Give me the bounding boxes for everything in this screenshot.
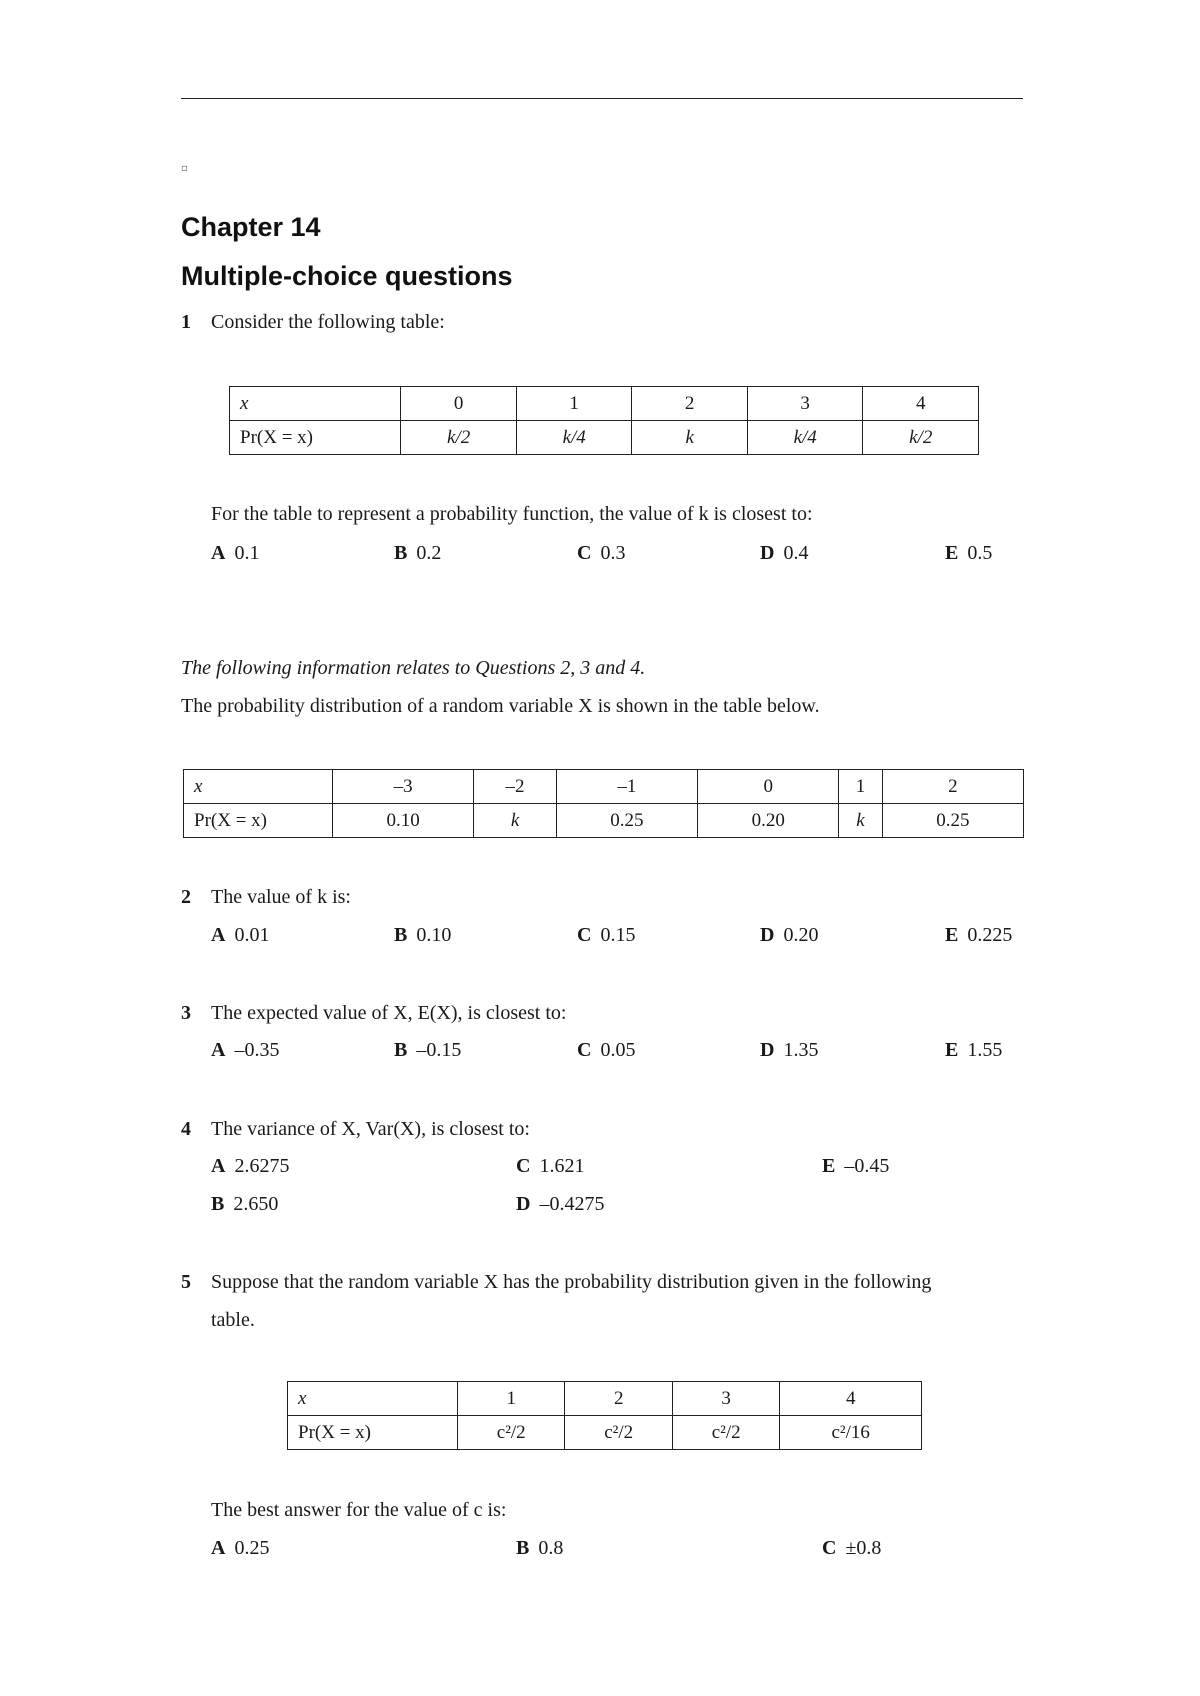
q4-option-b: B 2.650: [211, 1193, 279, 1215]
table-cell: k/4: [747, 421, 863, 455]
table-cell: 3: [672, 1382, 779, 1416]
table-cell: Pr(X = x): [230, 421, 401, 455]
table-cell: 4: [863, 387, 979, 421]
q2-number: 2: [181, 886, 191, 908]
table-cell: k/2: [401, 421, 517, 455]
q1-table: [229, 386, 979, 455]
table-row: [230, 387, 979, 421]
q3-option-c: C 0.05: [577, 1039, 636, 1061]
table-cell: 4: [780, 1382, 922, 1416]
q3-number: 3: [181, 1002, 191, 1024]
q5-table: [287, 1381, 922, 1450]
q2-option-e: E 0.225: [945, 924, 1013, 946]
q1-number: 1: [181, 311, 191, 333]
q4-option-c: C 1.621: [516, 1155, 585, 1177]
q5-option-c: C ±0.8: [822, 1537, 882, 1559]
table-cell: 0.25: [556, 804, 697, 838]
q4-text: The variance of X, Var(X), is closest to:: [211, 1118, 530, 1140]
table-cell: Pr(X = x): [184, 804, 333, 838]
q5-text-line2: table.: [211, 1309, 255, 1331]
q1-prompt: For the table to represent a probability function, the value of k is closest to:: [211, 503, 813, 525]
table-cell: c²/2: [672, 1416, 779, 1450]
q2-option-c: C 0.15: [577, 924, 636, 946]
table-cell: 0: [401, 387, 517, 421]
q1-text: Consider the following table:: [211, 311, 445, 333]
q5-number: 5: [181, 1271, 191, 1293]
q3-option-b: B –0.15: [394, 1039, 462, 1061]
q5-text-line1: Suppose that the random variable X has the probability distribution given in the following: [211, 1271, 932, 1293]
table-cell: 0: [698, 770, 839, 804]
q4-option-a: A 2.6275: [211, 1155, 290, 1177]
q1-option-d: D 0.4: [760, 542, 809, 564]
page-marker: ▫: [181, 163, 188, 174]
table-cell: –2: [474, 770, 557, 804]
table-row: [184, 770, 1024, 804]
table-row: [184, 804, 1024, 838]
q5-option-b: B 0.8: [516, 1537, 564, 1559]
q4-option-e: E –0.45: [822, 1155, 890, 1177]
table-cell: 2: [565, 1382, 672, 1416]
table-cell: 0.20: [698, 804, 839, 838]
q4-number: 4: [181, 1118, 191, 1140]
table-cell: x: [288, 1382, 458, 1416]
table-row: [288, 1382, 922, 1416]
table-cell: –1: [556, 770, 697, 804]
q3-option-d: D 1.35: [760, 1039, 819, 1061]
q2-option-b: B 0.10: [394, 924, 452, 946]
table-cell: k/4: [516, 421, 632, 455]
q4-option-d: D –0.4275: [516, 1193, 605, 1215]
q1-option-e: E 0.5: [945, 542, 993, 564]
table-cell: c²/16: [780, 1416, 922, 1450]
table-cell: 2: [882, 770, 1023, 804]
q1-option-a: A 0.1: [211, 542, 260, 564]
info-table: [183, 769, 1024, 838]
table-cell: x: [230, 387, 401, 421]
section-title: Multiple-choice questions: [181, 261, 513, 291]
table-row: [230, 421, 979, 455]
q1-option-b: B 0.2: [394, 542, 442, 564]
table-cell: 3: [747, 387, 863, 421]
table-cell: k: [474, 804, 557, 838]
table-cell: x: [184, 770, 333, 804]
table-cell: k: [632, 421, 747, 455]
info-text: The probability distribution of a random variable X is shown in the table below.: [181, 695, 820, 717]
table-cell: 2: [632, 387, 747, 421]
q2-option-d: D 0.20: [760, 924, 819, 946]
q3-text: The expected value of X, E(X), is closest to:: [211, 1002, 567, 1024]
table-cell: 1: [516, 387, 632, 421]
header-rule: [181, 98, 1023, 99]
q5-prompt: The best answer for the value of c is:: [211, 1499, 507, 1521]
table-row: [288, 1416, 922, 1450]
table-cell: c²/2: [565, 1416, 672, 1450]
q5-option-a: A 0.25: [211, 1537, 270, 1559]
info-italic: The following information relates to Questions 2, 3 and 4.: [181, 657, 646, 679]
table-cell: 1: [839, 770, 882, 804]
q3-option-a: A –0.35: [211, 1039, 280, 1061]
table-cell: 0.25: [882, 804, 1023, 838]
table-cell: 0.10: [333, 804, 474, 838]
table-cell: k: [839, 804, 882, 838]
table-cell: –3: [333, 770, 474, 804]
q3-option-e: E 1.55: [945, 1039, 1003, 1061]
q2-text: The value of k is:: [211, 886, 351, 908]
table-cell: k/2: [863, 421, 979, 455]
table-cell: 1: [458, 1382, 565, 1416]
q1-option-c: C 0.3: [577, 542, 626, 564]
table-cell: Pr(X = x): [288, 1416, 458, 1450]
chapter-title: Chapter 14: [181, 212, 321, 242]
table-cell: c²/2: [458, 1416, 565, 1450]
q2-option-a: A 0.01: [211, 924, 270, 946]
